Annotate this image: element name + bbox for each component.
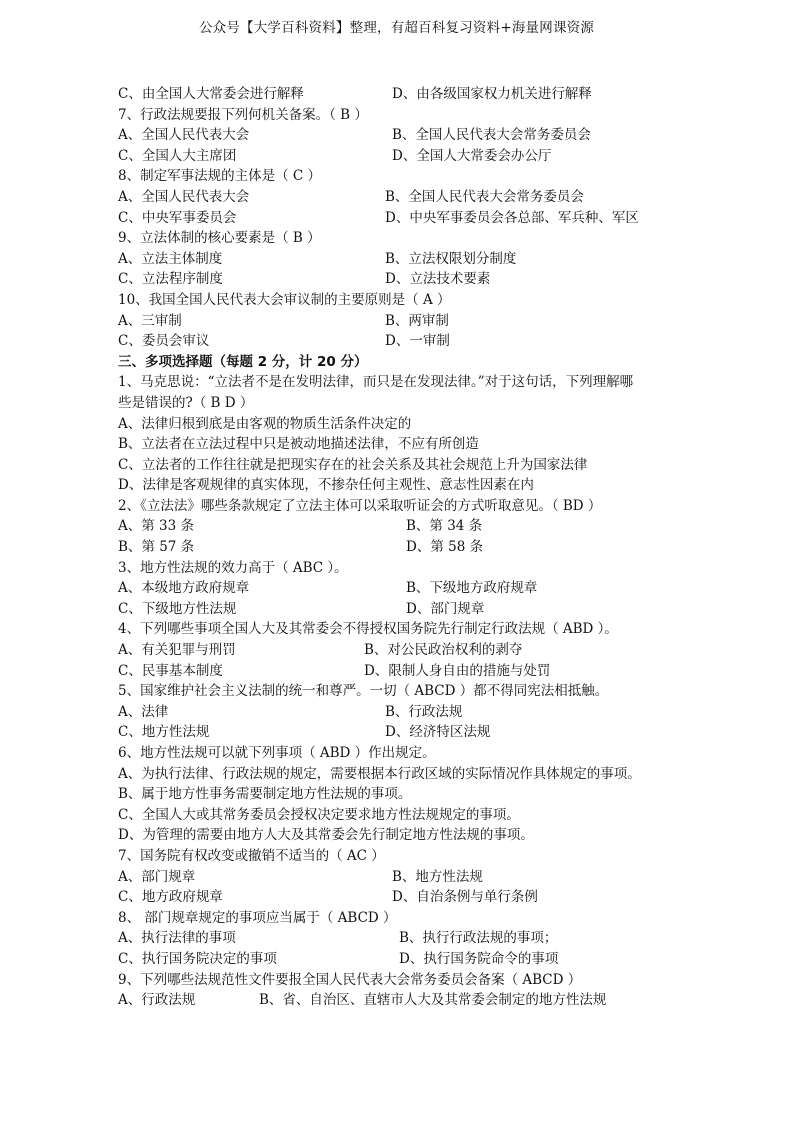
- option-left: A、全国人民代表大会: [118, 188, 250, 205]
- option-right: B、第 34 条: [406, 518, 483, 535]
- option-right: D、部门规章: [406, 600, 485, 617]
- option-row: [118, 887, 678, 908]
- option-right: D、一审制: [385, 333, 450, 350]
- option-left: C、地方性法规: [118, 724, 210, 741]
- option-row: [118, 146, 678, 167]
- text-line: 9、立法体制的核心要素是（ B ）: [118, 230, 321, 247]
- option-left: A、执行法律的事项: [118, 930, 236, 947]
- option-row: [118, 537, 678, 558]
- option-left: A、行政法规: [118, 992, 196, 1009]
- text-line: 3、地方性法规的效力高于（ ABC ）。: [118, 559, 348, 576]
- option-left: C、下级地方性法规: [118, 600, 237, 617]
- option-left: A、有关犯罪与刑罚: [118, 642, 236, 659]
- option-row: [118, 867, 678, 888]
- option-row: [118, 640, 678, 661]
- option-left: A、三审制: [118, 312, 182, 329]
- option-right: D、中央军事委员会各总部、军兵种、军区: [385, 209, 639, 226]
- option-right: B、省、自治区、直辖市人大及其常委会制定的地方性法规: [259, 992, 607, 1009]
- option-row: [118, 269, 678, 290]
- option-left: C、由全国人大常委会进行解释: [118, 86, 304, 102]
- option-right: B、立法权限划分制度: [385, 250, 517, 267]
- option-row: [118, 84, 678, 105]
- section-heading: 三、多项选择题（每题 2 分，计 20 分）: [118, 353, 368, 370]
- option-left: A、法律: [118, 703, 169, 720]
- option-row: [118, 578, 678, 599]
- option-right: B、下级地方政府规章: [406, 580, 538, 597]
- option-left: C、全国人大主席团: [118, 147, 237, 164]
- option-right: B、执行行政法规的事项；: [399, 930, 558, 947]
- option-left: A、本级地方政府规章: [118, 580, 250, 597]
- option-right: D、全国人大常委会办公厅: [392, 147, 552, 164]
- option-left: C、中央军事委员会: [118, 209, 237, 226]
- text-line: 9、下列哪些法规范性文件要报全国人民代表大会常务委员会备案（ ABCD ）: [118, 971, 582, 988]
- option-right: D、第 58 条: [406, 539, 484, 556]
- option-left: C、委员会审议: [118, 333, 210, 350]
- option-left: A、全国人民代表大会: [118, 127, 250, 144]
- option-right: D、立法技术要素: [385, 271, 491, 288]
- option-left: A、部门规章: [118, 868, 196, 885]
- option-row: [118, 949, 678, 970]
- option-right: B、全国人民代表大会常务委员会: [385, 188, 584, 205]
- text-line: 2、《立法法》哪些条款规定了立法主体可以采取听证会的方式听取意见。（ BD ）: [118, 497, 602, 514]
- option-left: C、执行国务院决定的事项: [118, 950, 277, 967]
- option-row: [118, 702, 678, 723]
- text-line: D、为管理的需要由地方人大及其常委会先行制定地方性法规的事项。: [118, 827, 534, 844]
- option-left: A、立法主体制度: [118, 250, 223, 267]
- option-left: B、第 57 条: [118, 539, 195, 556]
- text-line: B、属于地方性事务需要制定地方性法规的事项。: [118, 786, 412, 803]
- option-row: [118, 990, 678, 1011]
- text-line: 4、下列哪些事项全国人大及其常委会不得授权国务院先行制定行政法规（ ABD ）。: [118, 621, 618, 638]
- option-row: [118, 928, 678, 949]
- text-line: 1、马克思说：“立法者不是在发明法律，而只是在发现法律。”对于这句话，下列理解哪: [118, 374, 634, 391]
- option-right: D、经济特区法规: [385, 724, 491, 741]
- option-right: D、限制人身自由的措施与处罚: [364, 662, 551, 679]
- option-right: D、由各级国家权力机关进行解释: [392, 86, 592, 102]
- option-left: C、地方政府规章: [118, 889, 223, 906]
- option-row: [118, 311, 678, 332]
- option-row: [118, 331, 678, 352]
- option-right: B、行政法规: [385, 703, 463, 720]
- option-left: C、民事基本制度: [118, 662, 223, 679]
- option-row: [118, 599, 678, 620]
- text-line: 7、国务院有权改变或撤销不适当的（ AC ）: [118, 847, 385, 864]
- text-line: 7、行政法规要报下列何机关备案。（ B ）: [118, 106, 368, 123]
- text-line: 8、 部门规章规定的事项应当属于（ ABCD ）: [118, 909, 397, 926]
- option-row: [118, 722, 678, 743]
- page-header: 公众号【大学百科资料】整理，有超百科复习资料+海量网课资源: [198, 20, 595, 36]
- option-row: [118, 661, 678, 682]
- option-row: [118, 208, 678, 229]
- text-line: B、立法者在立法过程中只是被动地描述法律，不应有所创造: [118, 436, 479, 453]
- option-right: D、执行国务院命令的事项: [399, 950, 559, 967]
- text-line: C、立法者的工作往往就是把现实存在的社会关系及其社会规范上升为国家法律: [118, 456, 588, 473]
- text-line: A、法律归根到底是由客观的物质生活条件决定的: [118, 415, 412, 432]
- option-right: B、对公民政治权利的剥夺: [364, 642, 523, 659]
- option-right: B、全国人民代表大会常务委员会: [392, 127, 591, 144]
- text-line: 10、我国全国人民代表大会审议制的主要原则是（ A ）: [118, 291, 451, 308]
- option-right: B、两审制: [385, 312, 449, 329]
- text-line: 6、地方性法规可以就下列事项（ ABD ）作出规定。: [118, 745, 436, 761]
- option-left: A、第 33 条: [118, 518, 195, 535]
- option-row: [118, 187, 678, 208]
- text-line: A、为执行法律、行政法规的规定，需要根据本行政区域的实际情况作具体规定的事项。: [118, 765, 641, 782]
- option-right: D、自治条例与单行条例: [392, 889, 538, 906]
- document-body: [118, 84, 678, 1011]
- text-line: 8、制定军事法规的主体是（ C ）: [118, 168, 322, 185]
- option-row: [118, 516, 678, 537]
- option-row: [118, 249, 678, 270]
- text-line: C、全国人大或其常务委员会授权决定要求地方性法规规定的事项。: [118, 806, 520, 823]
- text-line: 5、国家维护社会主义法制的统一和尊严。一切（ ABCD ）都不得同宪法相抵触。: [118, 683, 609, 700]
- option-row: [118, 125, 678, 146]
- option-right: B、地方性法规: [392, 868, 483, 885]
- text-line: D、法律是客观规律的真实体现，不掺杂任何主观性、意志性因素在内: [118, 477, 534, 494]
- option-left: C、立法程序制度: [118, 271, 223, 288]
- text-line: 些是错误的?（ B D ）: [118, 394, 254, 411]
